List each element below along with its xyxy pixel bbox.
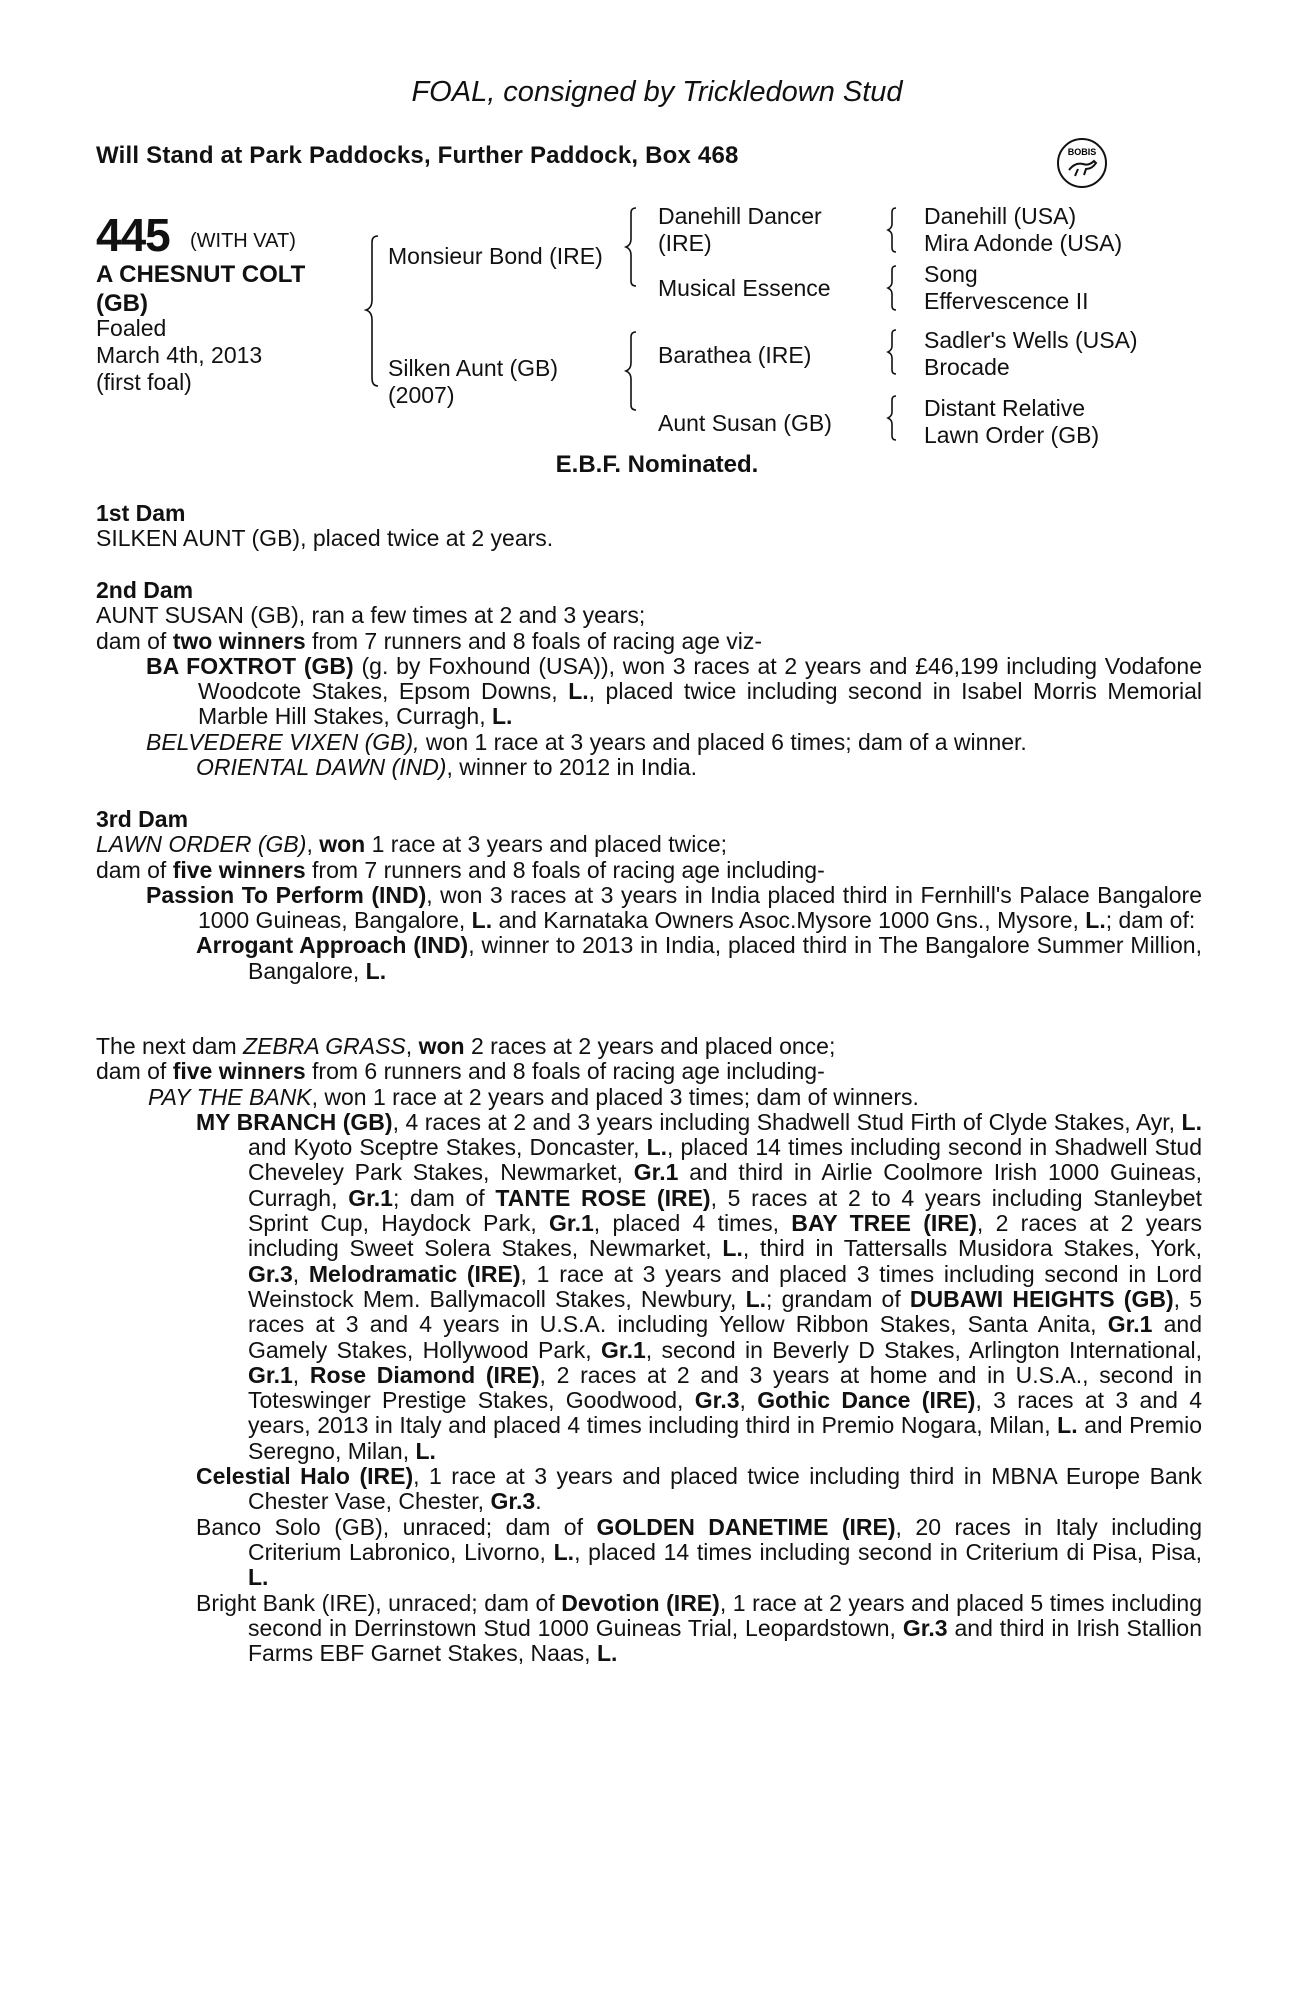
dam-dam: Aunt Susan (GB) [658, 410, 832, 436]
sire-sire-line2: (IRE) [658, 230, 712, 256]
third-dam-section [96, 807, 1202, 984]
dam-sire: Barathea (IRE) [658, 342, 812, 368]
pay-the-bank-entry: PAY THE BANK, won 1 race at 2 years and placed 3 times; dam of winners. [148, 1083, 919, 1110]
bobis-logo [1055, 136, 1109, 190]
lot-description: A CHESNUT COLT (GB) [96, 261, 306, 317]
pedigree-brace-sire [622, 206, 642, 298]
bright-bank-entry: Bright Bank (IRE), unraced; dam of Devotion (IRE), 1 race at 2 years and placed 5 times including second in Derrinstown Stud 1000 Guineas Trial, Leopardstown, Gr.3 and third in Irish Stallion Farms EBF Garnet Stakes, Naas, L. [196, 1589, 1202, 1667]
dam-year: (2007) [388, 382, 455, 408]
foaled-label: Foaled [96, 315, 167, 341]
second-dam-section [96, 578, 1202, 780]
first-dam-heading: 1st Dam [96, 500, 186, 526]
ggp-6: Brocade [924, 354, 1010, 380]
banco-solo-entry: Banco Solo (GB), unraced; dam of GOLDEN DANETIME (IRE), 20 races in Italy including Criterium Labronico, Livorno, L., placed 14 times including second in Criterium di Pisa, Pisa, L. [196, 1513, 1203, 1591]
sire-sire-line1: Danehill Dancer [658, 203, 822, 229]
next-dam-line2: dam of five winners from 6 runners and 8 foals of racing age including- [96, 1058, 825, 1085]
foal-note: (first foal) [96, 369, 192, 395]
foaled-date: March 4th, 2013 [96, 342, 263, 368]
svg-text:BOBIS: BOBIS [1067, 147, 1097, 157]
dam: Silken Aunt (GB) [388, 355, 559, 381]
ggp-5: Sadler's Wells (USA) [924, 327, 1138, 353]
first-dam-section [96, 501, 1202, 552]
second-dam-entry-1: BA FOXTROT (GB) (g. by Foxhound (USA)), won 3 races at 2 years and £46,199 including Vodafone Woodcote Stakes, Epsom Downs, L., placed twice including second in Isabel Morris Memorial Marble Hill Stakes, Curragh, L. [146, 652, 1203, 730]
third-dam-line2: dam of five winners from 7 runners and 8 foals of racing age including- [96, 856, 825, 883]
pedigree-brace-ggp3 [884, 328, 900, 378]
third-dam-heading: 3rd Dam [96, 806, 189, 832]
ggp-2: Mira Adonde (USA) [924, 230, 1123, 256]
pedigree-brace-ggp2 [884, 264, 900, 314]
next-dam-section [96, 1034, 1202, 1666]
stand-location: Will Stand at Park Paddocks, Further Paddock, Box 468 [96, 142, 739, 169]
third-dam-entry-2: Arrogant Approach (IND), winner to 2013 in India, placed third in The Bangalore Summer Million, Bangalore, L. [196, 932, 1202, 984]
foaled-info [96, 315, 262, 396]
vat-note: (WITH VAT) [190, 230, 296, 252]
ggp-8: Lawn Order (GB) [924, 422, 1100, 448]
second-dam-entry-3: ORIENTAL DAWN (IND), winner to 2012 in India. [196, 754, 698, 781]
catalogue-heading: FOAL, consigned by Trickledown Stud [411, 76, 903, 108]
first-dam-text: SILKEN AUNT (GB), placed twice at 2 years. [96, 525, 554, 552]
second-dam-entry-2: BELVEDERE VIXEN (GB), won 1 race at 3 years and placed 6 times; dam of a winner. [146, 728, 1027, 755]
ebf-nomination: E.B.F. Nominated. [555, 451, 759, 478]
second-dam-line1: AUNT SUSAN (GB), ran a few times at 2 and 3 years; [96, 602, 646, 629]
pedigree-brace-ggp1 [884, 206, 900, 256]
ggp-4: Effervescence II [924, 288, 1089, 314]
pedigree-brace-ggp4 [884, 394, 900, 444]
ggp-7: Distant Relative [924, 395, 1086, 421]
third-dam-entry-1: Passion To Perform (IND), won 3 races at 3 years in India placed third in Fernhill's Palace Bangalore 1000 Guineas, Bangalore, L. and Karnataka Owners Asoc.Mysore 1000 Gns., Mysore, L.; dam of: [146, 881, 1202, 934]
pedigree-brace-main [362, 234, 382, 394]
pedigree-brace-dam [622, 330, 642, 422]
lot-number: 445 [96, 209, 170, 261]
third-dam-line1: LAWN ORDER (GB), won 1 race at 3 years and placed twice; [96, 831, 728, 858]
second-dam-line2: dam of two winners from 7 runners and 8 foals of racing age viz- [96, 627, 763, 654]
next-dam-line1: The next dam ZEBRA GRASS, won 2 races at 2 years and placed once; [96, 1033, 836, 1059]
ggp-3: Song [924, 261, 978, 287]
sire-dam: Musical Essence [658, 275, 831, 301]
ggp-1: Danehill (USA) [924, 203, 1077, 229]
sire: Monsieur Bond (IRE) [388, 243, 603, 269]
celestial-halo-entry: Celestial Halo (IRE), 1 race at 3 years and placed twice including third in MBNA Europe Bank Chester Vase, Chester, Gr.3. [196, 1463, 1202, 1515]
second-dam-heading: 2nd Dam [96, 577, 194, 603]
my-branch-entry: MY BRANCH (GB), 4 races at 2 and 3 years including Shadwell Stud Firth of Clyde Stakes, Ayr, L. and Kyoto Sceptre Stakes, Doncaster, L., placed 14 times including second in Shadwell Stud Cheveley Park Stakes, Newmarket, Gr.1 and third in Airlie Coolmore Irish 1000 Guineas, Curragh, Gr.1; dam of TANTE ROSE (IRE), 5 races at 2 to 4 years including Stanleybet Sprint Cup, Haydock Park, Gr.1, placed 4 times, BAY TREE (IRE), 2 races at 2 years including Sweet Solera Stakes, Newmarket, L., third in Tattersalls Musidora Stakes, York, Gr.3, Melodramatic (IRE), 1 race at 3 years and placed 3 times including second in Lord Weinstock Mem. Ballymacoll Stakes, Newbury, L.; grandam of DUBAWI HEIGHTS (GB), 5 races at 3 and 4 years in U.S.A. including Yellow Ribbon Stakes, Santa Anita, Gr.1 and Gamely Stakes, Hollywood Park, Gr.1, second in Beverly D Stakes, Arlington International, Gr.1, Rose Diamond (IRE), 2 races at 2 and 3 years at home and in U.S.A., second in Toteswinger Prestige Stakes, Goodwood, Gr.3, Gothic Dance (IRE), 3 races at 3 and 4 years, 2013 in Italy and placed 4 times including third in Premio Nogara, Milan, L. and Premio Seregno, Milan, L. [196, 1108, 1203, 1464]
